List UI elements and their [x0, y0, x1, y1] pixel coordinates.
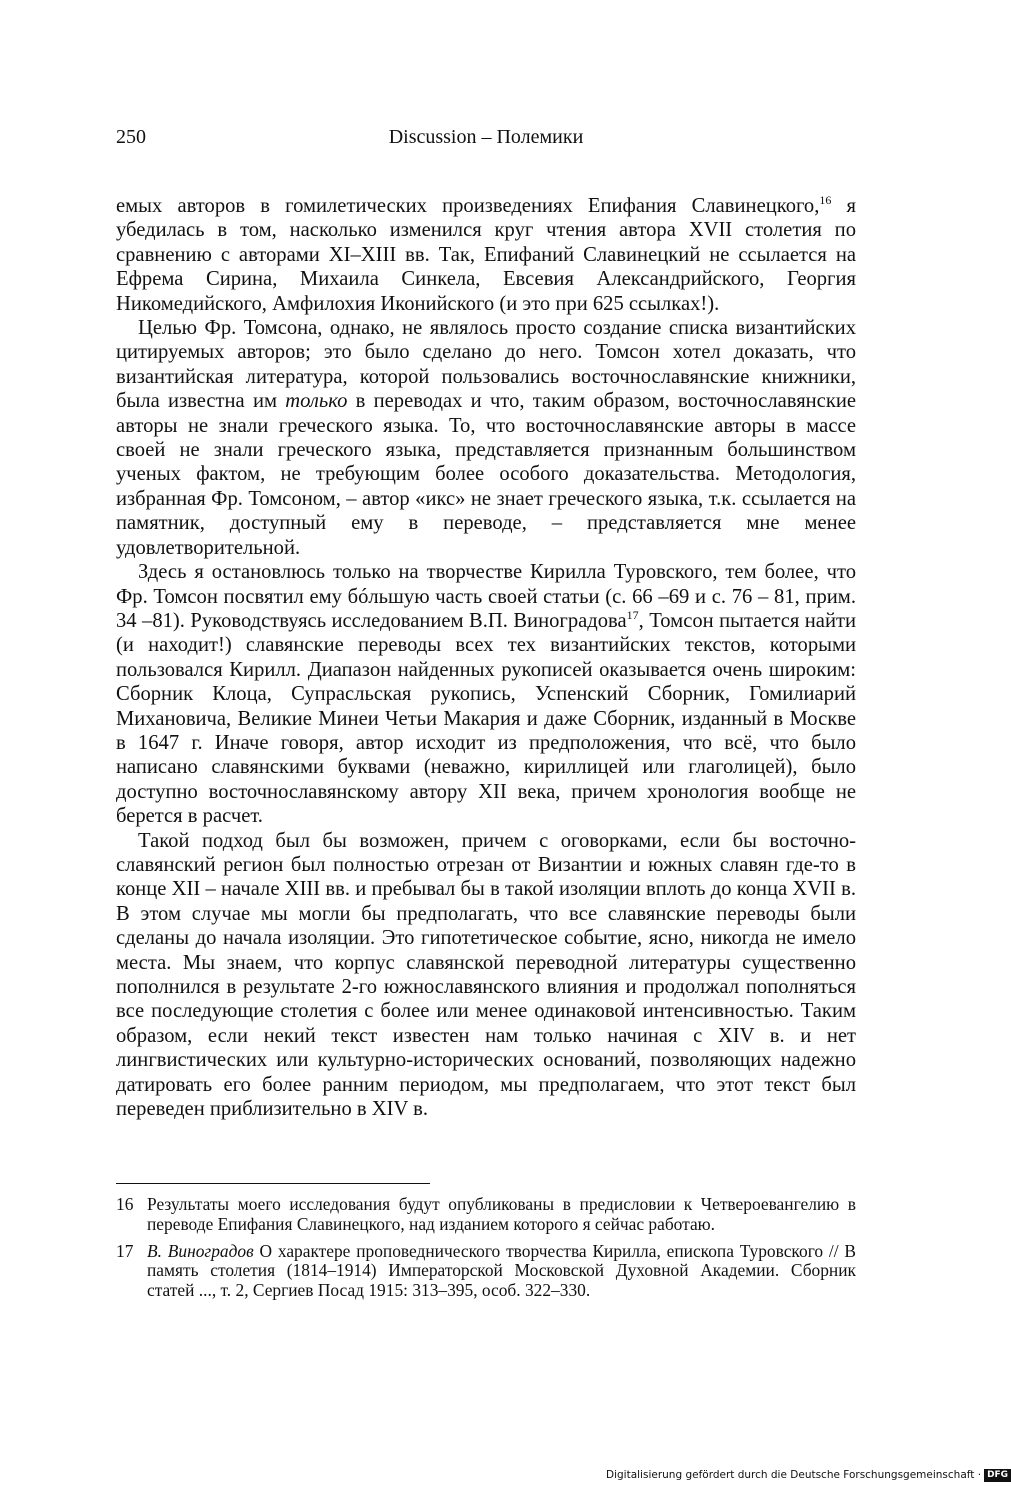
paragraph-1: емых авторов в гомилетических произведениях Епифания Славинецкого,$^{16}$ я убедилась в том, насколько изменился круг чтения автора XVII столетия по сравнению с авторами XI–XIII вв. Так, Епифаний Славинецкий не ссылается на Ефрема Сирина, Михаила Синкела, Евсевия Александрийского, Георгия Никомедийского, Амфилохия Иконийского (и это при 625 ссылках!).	[116, 193, 856, 315]
running-title: Discussion – Полемики	[388, 126, 584, 148]
footnotes	[116, 1195, 856, 1308]
running-header	[116, 126, 856, 156]
paragraph-3: Здесь я остановлюсь только на творчестве Кирилла Туровского, тем более, что Фр. Томсон посвятил ему бóльшую часть своей статьи (с. 66 –69 и с. 76 – 81, прим. 34 –81). Руководствуясь исследованием В.П. Виноградова$^{17}$, Томсон пытается найти (и находит!) славянские переводы всех тех византийских текстов, которыми пользовался Кирилл. Диапазон найденных рукописей оказывается очень широким: Сборник Клоца, Супрасльская рукопись, Успенский Сборник, Гомилиарий Михановича, Великие Минеи Четьи Макария и даже Сборник, изданный в Москве в 1647 г. Иначе говоря, автор исходит из предположения, что всё, что было написано славянскими буквами (неважно, кириллицей или глаголицей), было доступно восточнославянскому автору XII века, причем хронология вообще не берется в расчет.	[116, 561, 856, 828]
footnote-text: О характере проповеднического творчества Кирилла, епископа Туровского // В память столетия (1814–1914) Императорской Московской Духовной Академии. Сборник статей ..., т. 2, Сергиев Посад 1915: 313–395, особ. 322–330.	[147, 1240, 856, 1301]
emphasis-word: только	[285, 390, 348, 413]
dfg-logo: DFG	[984, 1469, 1011, 1482]
footnote-ref-17[interactable]: 17	[626, 607, 639, 622]
footnote-text: Результаты моего исследования будут опубликованы в предисловии к Четвероевангелию в переводе Епифания Славинецкого, над изданием которого я сейчас работаю.	[147, 1194, 856, 1234]
footnote-ref-16[interactable]: 16	[819, 193, 832, 207]
footnote-16	[116, 1195, 856, 1235]
paragraph-4: Такой подход был бы возможен, причем с оговорками, если бы восточнославянский регион был полностью отрезан от Византии и южных славян где-то в конце XII – начале XIII вв. и пребывал бы в такой изоляции вплоть до конца XVII в. В этом случае мы могли бы предполагать, что все славянские переводы были сделаны до начала изоляции. Это гипотетическое событие, ясно, никогда не имело места. Мы знаем, что корпус славянской переводной литературы существенно пополнился в результате 2-го южнославянского влияния и продолжал пополняться все последующие столетия с более или менее одинаковой интенсивностью. Таким образом, если некий текст известен нам только начиная с XIV в. и нет лингвистических или культурно-исторических оснований, позволяющих надежно датировать его более ранним периодом, мы предполагаем, что этот текст был переведен приблизительно в XIV в.	[116, 829, 856, 1121]
digitization-footer	[606, 1466, 1009, 1484]
digitization-note: Digitalisierung gefördert durch die Deutsche Forschungsgemeinschaft ·	[606, 1469, 982, 1481]
paragraph-2: Целью Фр. Томсона, однако, не являлось просто создание списка византийских цитируемых авторов; это было сделано до него. Томсон хотел доказать, что византийская литература, которой пользовались восточнославянские книжники, была известна им только в переводах и что, таким образом, восточнославянские авторы не знали греческого языка. То, что восточнославянские авторы в массе своей не знали греческого языка, представляется признанным большинством ученых фактом, не требующим более особого доказательства. Методология, избранная Фр. Томсоном, – автор «икс» не знает греческого языка, т.к. ссылается на памятник, доступный ему в переводе, – представляется мне менее удовлетворительной.	[116, 317, 856, 559]
footnote-17	[116, 1242, 856, 1301]
main-text	[116, 194, 856, 1121]
page-number: 250	[116, 126, 146, 148]
footnote-number: 17	[116, 1240, 134, 1261]
footnote-separator	[116, 1183, 430, 1184]
footnote-number: 16	[116, 1194, 134, 1214]
footnote-author: В. Виноградов	[147, 1240, 254, 1261]
